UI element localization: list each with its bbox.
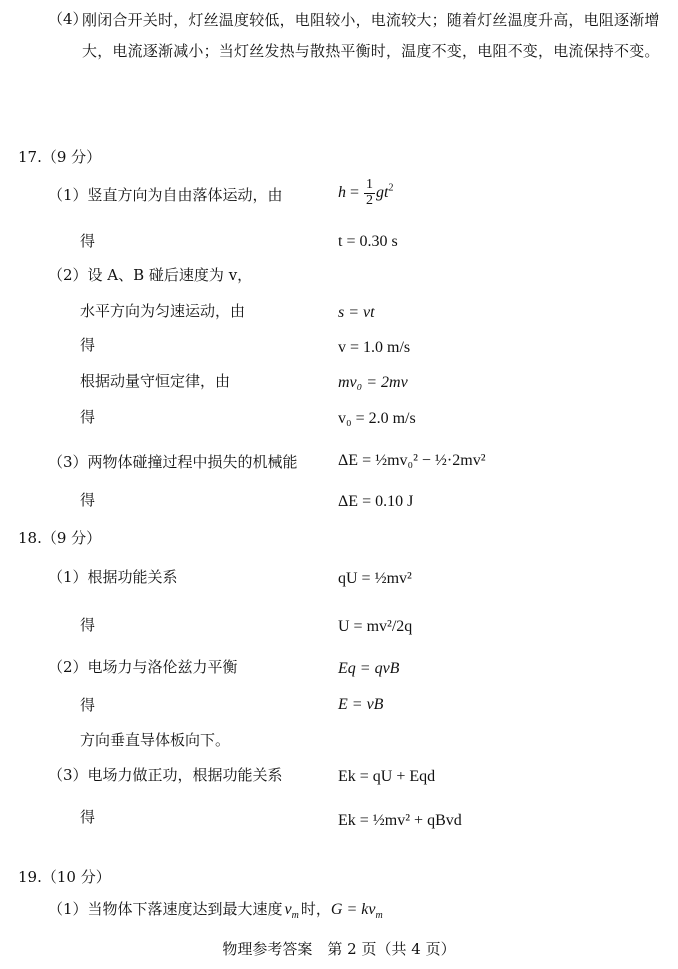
q17-s2-line1: 水平方向为匀速运动，由 [80,302,246,320]
q18-s2-de: 得 [80,696,96,714]
q18-s2-note: 方向垂直导体板向下。 [80,731,231,749]
q19-heading: 19.（10 分） [18,868,111,886]
q17-s2-de1: 得 [80,336,96,354]
q17-s1-eq-rhs: gt [376,183,389,201]
q17-s1-eq: h = $\frac{1}{2}$ $gt^2$ [338,177,394,208]
q19-s1-mid: 时， [300,900,331,918]
q18-s3-result: Ek = ½mv² + qBvd [338,812,462,829]
page-footer: 物理参考答案 第 2 页（共 4 页） [222,940,456,958]
q18-s3-de: 得 [80,808,96,826]
q17-s1-frac-num: 1 [366,177,374,192]
q17-s2-eq1: s = vt [338,304,375,321]
q17-s3-de: 得 [80,491,96,509]
p16-4-label: （4） [48,10,88,28]
q17-s3-label: （3）两物体碰撞过程中损失的机械能 [48,453,298,471]
q19-s1-vm: $v_m$ [284,901,299,922]
q17-s1-fraction [364,178,375,208]
q17-s2-line2: 根据动量守恒定律，由 [80,372,231,390]
q17-s1-de: 得 [80,232,96,250]
q17-s1-eq-lhs: h [338,183,346,201]
q17-heading: 17.（9 分） [18,148,102,166]
q17-s3-eq: ΔE = ½mv₀² − ½·2mv² [338,452,486,469]
q18-s3-eq: Ek = qU + Eqd [338,768,436,785]
q17-s2-result1: v = 1.0 m/s [338,339,411,356]
q17-s2-result2: v₀ = 2.0 m/s [338,410,416,427]
q17-s1-frac-den: 2 [366,192,374,208]
q17-s1-result: t = 0.30 s [338,233,398,250]
q19-s1-eq: $G = kv_m$ [330,901,383,922]
q17-s2-eq2: mv₀ = 2mv [338,374,408,391]
q18-s1-de: 得 [80,616,96,634]
q18-heading: 18.（9 分） [18,529,102,547]
q18-s3-label: （3）电场力做正功，根据功能关系 [48,766,283,784]
q18-s2-label: （2）电场力与洛伦兹力平衡 [48,658,238,676]
p16-4-text: 刚闭合开关时，灯丝温度较低，电阻较小，电流较大；随着灯丝温度升高，电阻逐渐增大，电流逐渐减小；当灯丝发热与散热平衡时，温度不变，电阻不变，电流保持不变。 [82,11,660,60]
q18-s1-eq: qU = ½mv² [338,570,412,587]
q17-s3-result: ΔE = 0.10 J [338,493,414,510]
q19-s1-label: （1）当物体下落速度达到最大速度 [48,900,283,918]
q18-s2-result: E = vB [338,696,384,713]
q18-s2-eq: Eq = qvB [338,660,400,677]
q17-s2-de2: 得 [80,408,96,426]
q18-s1-result: U = mv²/2q [338,618,413,635]
q19-s1-line [48,902,383,921]
q18-s1-label: （1）根据功能关系 [48,568,178,586]
q17-s1-label: （1）竖直方向为自由落体运动，由 [48,186,283,204]
q17-s2-label: （2）设 A、B 碰后速度为 v， [48,266,253,284]
